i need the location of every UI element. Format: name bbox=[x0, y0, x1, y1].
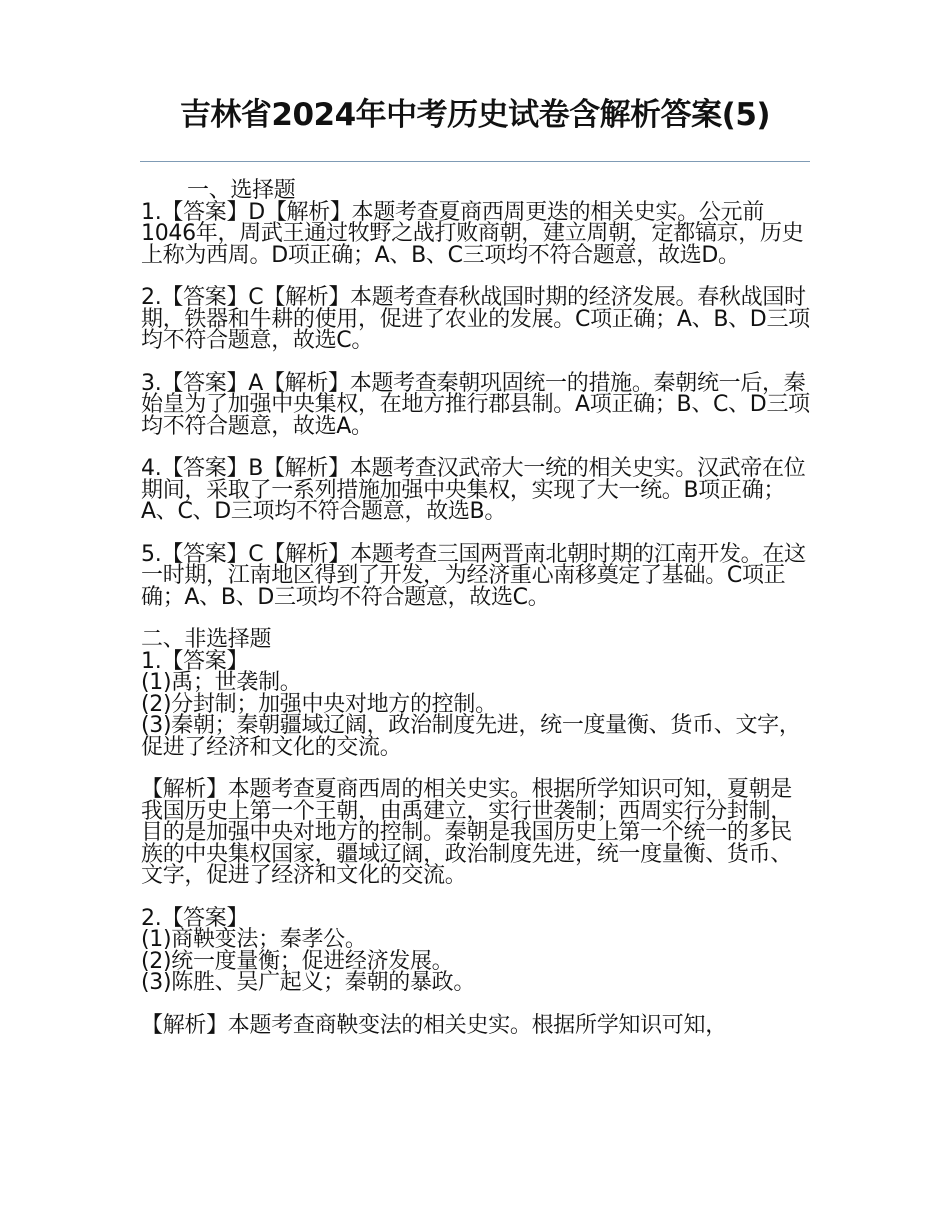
section-heading-non-choice: 二、非选择题 bbox=[141, 627, 272, 652]
nonchoice-1-answer-part-2: (2)分封制；加强中央对地方的控制。 bbox=[141, 691, 497, 717]
title-divider bbox=[140, 161, 810, 162]
nonchoice-2-answer-part-1: (1)商鞅变法；秦孝公。 bbox=[141, 927, 367, 952]
nonchoice-2-answer-part-2: (2)统一度量衡；促进经济发展。 bbox=[141, 948, 454, 974]
question-5-answer: 5.【答案】C【解析】本题考查三国两晋南北朝时期的江南开发。在这一时期，江南地区得到了开发，为经济重心南移奠定了基础。C项正确；A、B、D三项均不符合题意，故选C。 bbox=[141, 541, 806, 610]
nonchoice-2-answer-part-3: (3)陈胜、吴广起义；秦朝的暴政。 bbox=[141, 970, 476, 995]
nonchoice-1-answer-part-1: (1)禹；世袭制。 bbox=[141, 670, 302, 695]
section-heading-multiple-choice: 一、选择题 bbox=[187, 178, 296, 203]
nonchoice-1-analysis: 【解析】本题考查夏商西周的相关史实。根据所学知识可知，夏朝是我国历史上第一个王朝，由禹建立，实行世袭制；西周实行分封制，目的是加强中央对地方的控制。秦朝是我国历史上第一个统一的多民族的中央集权国家，疆域辽阔，政治制度先进，统一度量衡、货币、文字，促进了经济和文化的交流。 bbox=[141, 777, 793, 888]
document-body bbox=[141, 180, 813, 1036]
question-3-answer: 3.【答案】A【解析】本题考查秦朝巩固统一的措施。秦朝统一后，秦始皇为了加强中央集权，在地方推行郡县制。A项正确；B、C、D三项均不符合题意，故选A。 bbox=[141, 370, 810, 439]
nonchoice-1-answer-part-3: (3)秦朝；秦朝疆域辽阔，政治制度先进，统一度量衡、货币、文字，促进了经济和文化的交流。 bbox=[141, 713, 801, 760]
question-4-answer: 4.【答案】B【解析】本题考查汉武帝大一统的相关史实。汉武帝在位期间，采取了一系列措施加强中央集权，实现了大一统。B项正确；A、C、D三项均不符合题意，故选B。 bbox=[141, 456, 806, 524]
nonchoice-2-analysis: 【解析】本题考查商鞅变法的相关史实。根据所学知识可知， bbox=[141, 1012, 727, 1038]
nonchoice-1-answer-label: 1.【答案】 bbox=[141, 648, 249, 674]
question-1-answer: 1.【答案】D【解析】本题考查夏商西周更迭的相关史实。公元前1046年，周武王通过牧野之战打败商朝，建立周朝，定都镐京，历史上称为西周。D项正确；A、B、C三项均不符合题意，故选D。 bbox=[141, 199, 804, 268]
nonchoice-2-answer-label: 2.【答案】 bbox=[141, 905, 249, 931]
document-title: 吉林省2024年中考历史试卷含解析答案(5) bbox=[179, 97, 771, 133]
question-2-answer: 2.【答案】C【解析】本题考查春秋战国时期的经济发展。春秋战国时期，铁器和牛耕的使用，促进了农业的发展。C项正确；A、B、D三项均不符合题意，故选C。 bbox=[141, 285, 810, 353]
